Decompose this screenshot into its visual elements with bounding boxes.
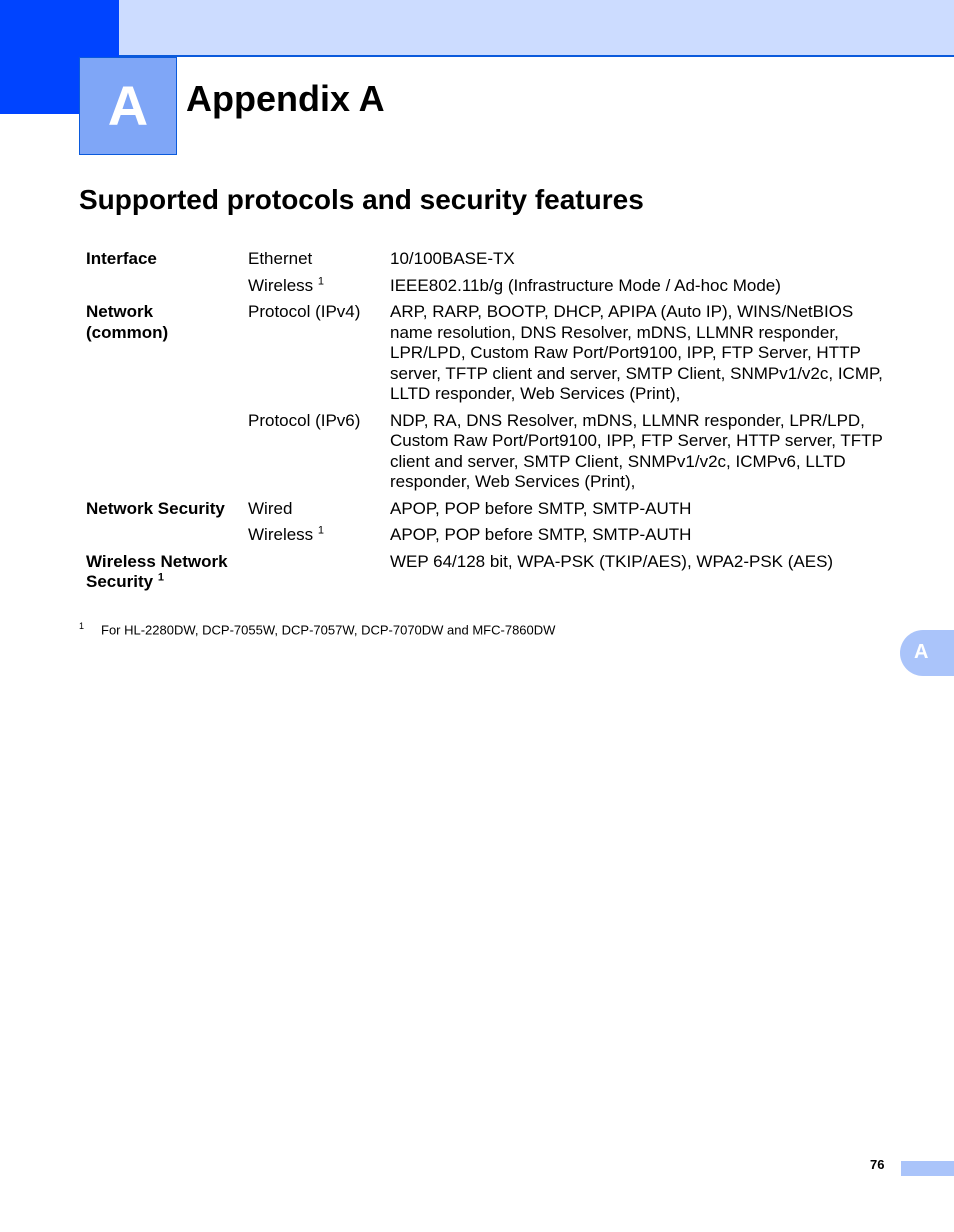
- row-category: [80, 273, 242, 300]
- chapter-letter: A: [79, 57, 177, 155]
- row-category: Interface: [86, 249, 157, 268]
- footnote-ref[interactable]: 1: [157, 571, 164, 584]
- table-row: [80, 273, 900, 300]
- section-title: Supported protocols and security features: [79, 184, 644, 215]
- footnote-text: For HL-2280DW, DCP-7055W, DCP-7057W, DCP-7070DW and MFC-7860DW: [101, 622, 556, 638]
- page-number-bar: [901, 1161, 954, 1176]
- protocols-table: [80, 246, 900, 596]
- row-value: ARP, RARP, BOOTP, DHCP, APIPA (Auto IP), WINS/NetBIOS name resolution, DNS Resolver, mDNS, LLMNR responder, LPR/LPD, Custom Raw Port/Port9100, IPP, FTP Server, HTTP server, TFTP client and server, SMTP Client, SNMPv1/v2c, ICMP, LLTD responder, Web Services (Print),: [390, 302, 883, 403]
- table-row: [80, 246, 900, 273]
- row-category: [80, 408, 242, 496]
- table-row: [80, 408, 900, 496]
- row-value: 10/100BASE-TX: [390, 249, 515, 268]
- table-row: [80, 299, 900, 408]
- footnote-ref[interactable]: 1: [317, 274, 325, 287]
- row-category: Wireless Network Security $^1$: [86, 551, 228, 591]
- row-subcategory: Protocol (IPv4): [248, 302, 361, 321]
- page-number: 76: [870, 1157, 885, 1172]
- footnote-number: 1: [79, 621, 85, 631]
- row-value: APOP, POP before SMTP, SMTP-AUTH: [390, 498, 692, 518]
- footnote: [79, 621, 555, 637]
- table-row: [80, 522, 900, 549]
- table-row: [80, 549, 900, 596]
- header-band: [0, 0, 954, 57]
- row-subcategory: Wired: [248, 498, 293, 518]
- row-value: IEEE802.11b/g (Infrastructure Mode / Ad-hoc Mode): [390, 275, 781, 295]
- row-subcategory: Ethernet: [248, 249, 313, 268]
- row-category: [80, 522, 242, 549]
- side-chapter-tab[interactable]: A: [900, 630, 954, 676]
- row-subcategory: Protocol (IPv6): [248, 410, 361, 430]
- row-category: Network Security: [86, 498, 225, 518]
- row-subcategory: Wireless $^1$: [248, 274, 325, 295]
- row-category: Network (common): [86, 302, 169, 342]
- row-subcategory: Wireless $^1$: [248, 524, 325, 544]
- row-value: NDP, RA, DNS Resolver, mDNS, LLMNR responder, LPR/LPD, Custom Raw Port/Port9100, IPP, FTP Server, HTTP server, TFTP client and server, SMTP Client, SNMPv1/v2c, ICMPv6, LLTD responder, Web Services (Print),: [390, 410, 883, 491]
- row-subcategory: [242, 549, 384, 596]
- row-value: APOP, POP before SMTP, SMTP-AUTH: [390, 525, 692, 544]
- chapter-title: Appendix A: [186, 78, 385, 119]
- table-row: [80, 496, 900, 523]
- row-value: WEP 64/128 bit, WPA-PSK (TKIP/AES), WPA2-PSK (AES): [390, 551, 834, 571]
- footnote-ref[interactable]: 1: [317, 524, 325, 537]
